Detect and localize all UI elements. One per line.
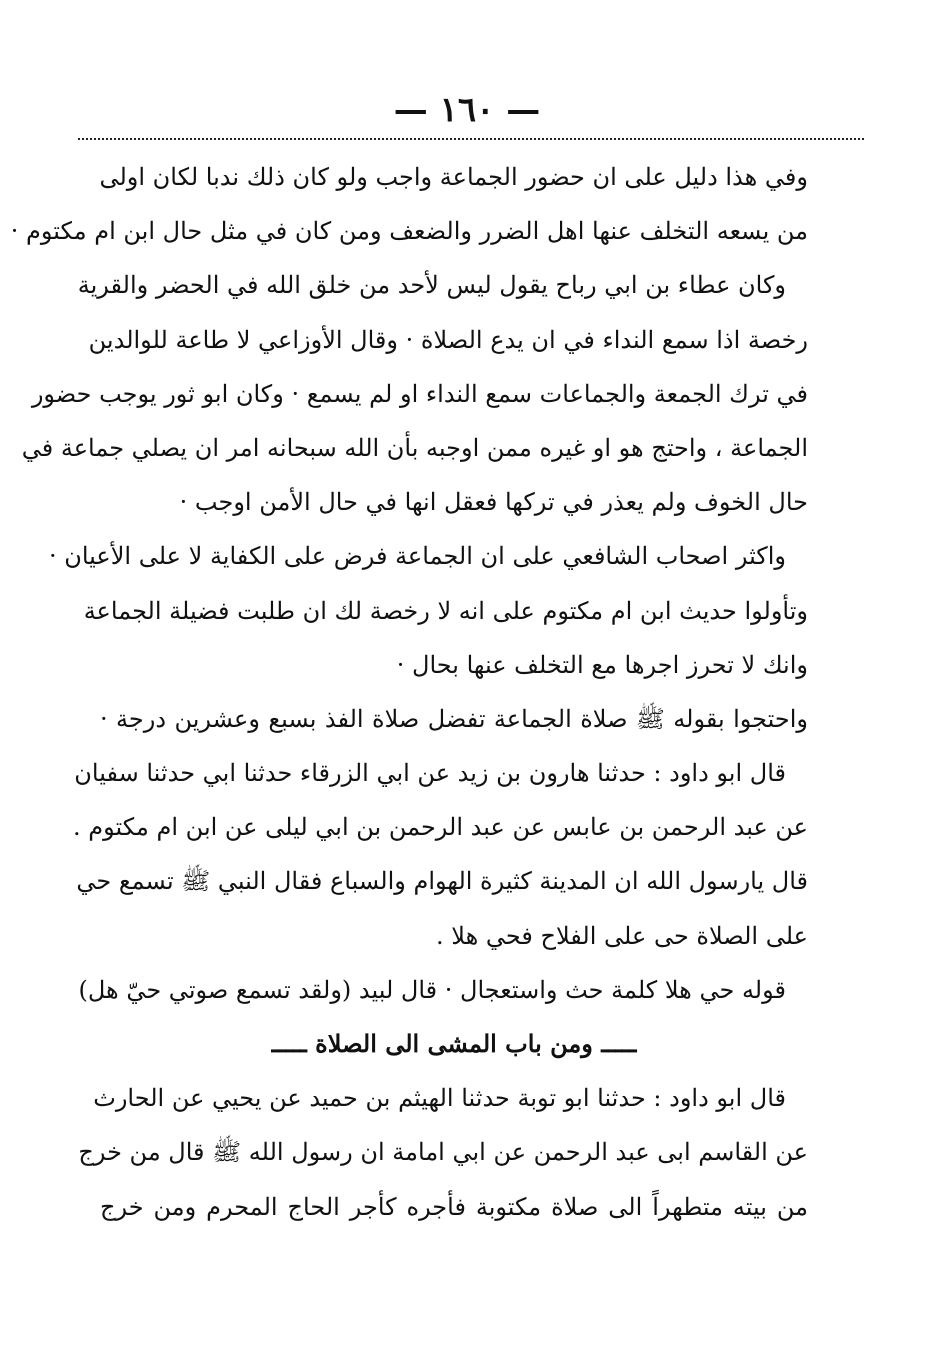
text-line: قال ابو داود : حدثنا ابو توبة حدثنا الهيثم بن حميد عن يحيي عن الحارث — [93, 1084, 786, 1113]
text-line: على الصلاة حى على الفلاح فحي هلا . — [436, 921, 808, 950]
text-line: من يسعه التخلف عنها اهل الضرر والضعف ومن كان في مثل حال ابن ام مكتوم · — [10, 217, 808, 246]
text-line: واكثر اصحاب الشافعي على ان الجماعة فرض على الكفاية لا على الأعيان · — [48, 542, 786, 571]
text-line: حال الخوف ولم يعذر في تركها فعقل انها في حال الأمن اوجب · — [179, 488, 808, 517]
text-line: واحتجوا بقوله ﷺ صلاة الجماعة تفضل صلاة الفذ بسبع وعشرين درجة · — [100, 704, 808, 733]
body-text — [10, 150, 808, 1234]
text-line: من بيته متطهراً الى صلاة مكتوبة فأجره كأجر الحاج المحرم ومن خرج — [100, 1192, 808, 1221]
text-line: وفي هذا دليل على ان حضور الجماعة واجب ولو كان ذلك ندبا لكان اولى — [99, 163, 808, 191]
text-line: رخصة اذا سمع النداء في ان يدع الصلاة · وقال الأوزاعي لا طاعة للوالدين — [88, 325, 808, 354]
text-line: الجماعة ، واحتج هو او غيره ممن اوجبه بأن الله سبحانه امر ان يصلي جماعة في — [21, 433, 808, 462]
header-divider — [78, 138, 864, 140]
text-line: عن عبد الرحمن بن عابس عن عبد الرحمن بن ابي ليلى عن ابن ام مكتوم . — [73, 813, 808, 842]
text-line: قال يارسول الله ان المدينة كثيرة الهوام والسباع فقال النبي ﷺ تسمع حي — [76, 867, 808, 896]
text-line: قال ابو داود : حدثنا هارون بن زيد عن ابي الزرقاء حدثنا ابي حدثنا سفيان — [74, 759, 786, 788]
text-line: وتأولوا حديث ابن ام مكتوم على انه لا رخصة لك ان طلبت فضيلة الجماعة — [83, 596, 808, 625]
text-line: في ترك الجمعة والجماعات سمع النداء او لم يسمع · وكان ابو ثور يوجب حضور — [31, 379, 808, 408]
page-number: — ١٦٠ — — [393, 90, 541, 130]
text-line: قوله حي هلا كلمة حث واستعجال · قال لبيد (ولقد تسمع صوتي حيّ هل) — [78, 975, 786, 1004]
text-line: وكان عطاء بن ابي رباح يقول ليس لأحد من خلق الله في الحضر والقرية — [77, 271, 786, 300]
section-heading: ـــــ ومن باب المشى الى الصلاة ـــــ — [271, 1029, 637, 1058]
text-line: عن القاسم ابى عبد الرحمن عن ابي امامة ان رسول الله ﷺ قال من خرج — [78, 1138, 808, 1167]
text-line: وانك لا تحرز اجرها مع التخلف عنها بحال · — [396, 650, 808, 679]
